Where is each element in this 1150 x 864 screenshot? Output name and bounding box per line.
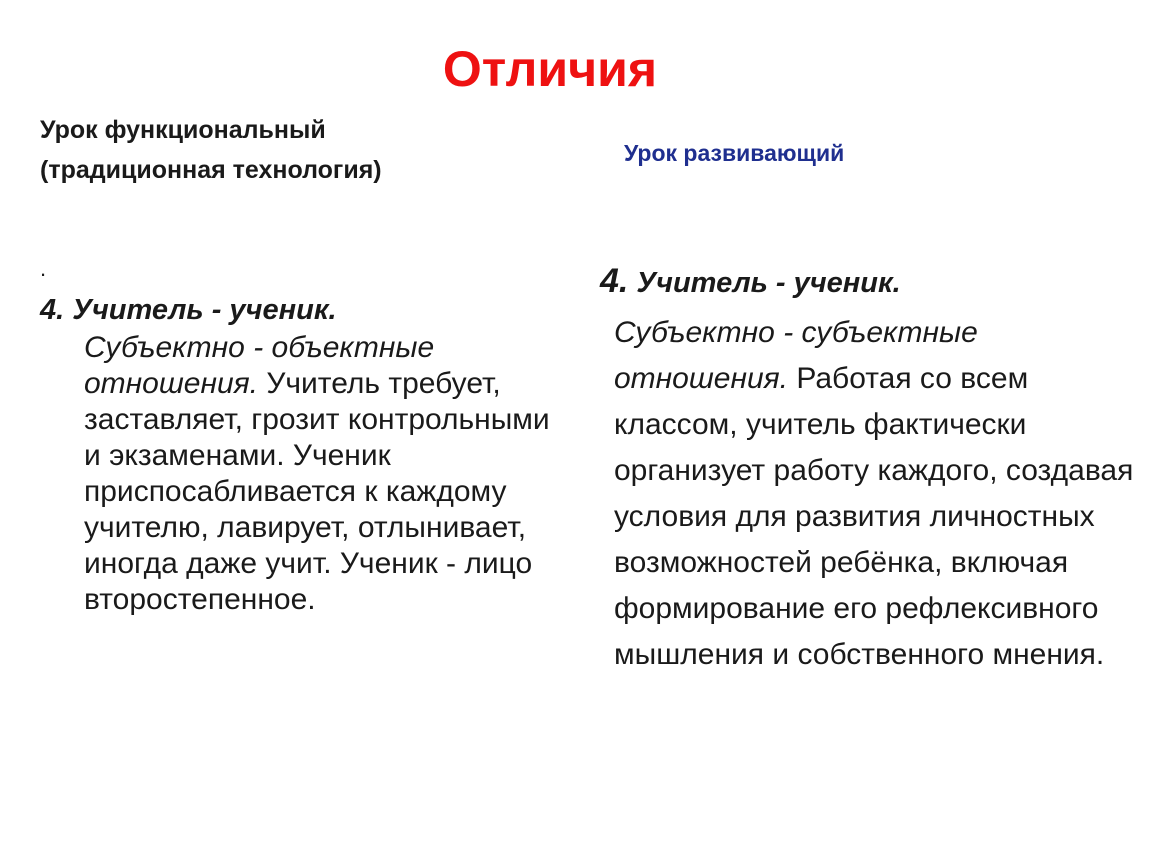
right-body-text [614,310,1134,678]
left-italic-text: Субъектно - объектные отношения. [84,331,435,400]
left-body-text [84,330,554,618]
left-column-heading [40,110,520,190]
right-italic-text: Субъектно - субъектные отношения. [614,316,978,395]
right-point-label: Учитель - ученик. [628,267,901,299]
bullet-dot: . [40,256,47,281]
right-column-heading: Урок развивающий [624,140,845,166]
left-heading-line1: Урок функциональный [40,116,326,144]
right-point-number: 4. [600,262,629,300]
left-heading-line2: (традиционная технология) [40,156,382,184]
slide-title: Отличия [442,41,658,97]
left-point-title: 4. Учитель - ученик. [40,294,337,326]
left-regular-text: Учитель требует, заставляет, грозит контрольными и экзаменами. Ученик приспосабливается к каждому учителю, лавирует, отлынивает, иногда даже учит. Ученик - лицо второстепенное. [84,367,550,616]
right-point-title [600,262,901,301]
right-regular-text: Работая со всем классом, учитель фактически организует работу каждого, создавая условия для развития личностных возможностей ребёнка, включая формирование его рефлексивного мышления и собственного мнения. [614,362,1134,671]
